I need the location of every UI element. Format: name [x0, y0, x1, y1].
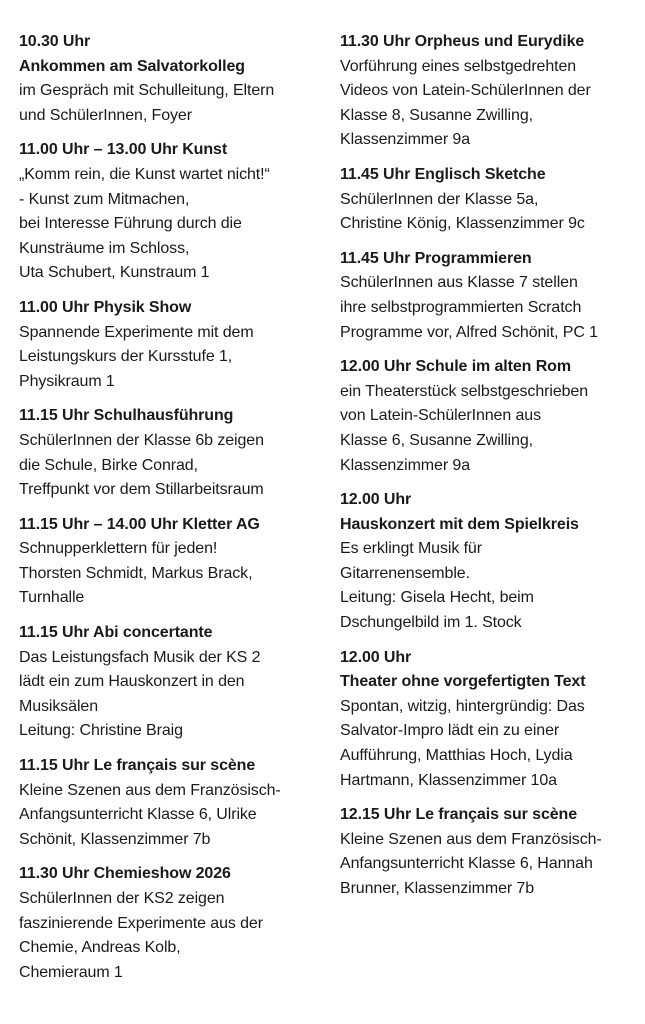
program-entry — [19, 862, 324, 985]
entry-description-line: lädt ein zum Hauskonzert in den — [19, 673, 245, 691]
entry-description-line: Videos von Latein-SchülerInnen der — [340, 82, 591, 100]
entry-description-line: Anfangsunterricht Klasse 6, Hannah — [340, 855, 593, 873]
program-entry — [19, 513, 324, 611]
entry-description-line: Thorsten Schmidt, Markus Brack, — [19, 564, 253, 582]
entry-description-line: Das Leistungsfach Musik der KS 2 — [19, 648, 261, 666]
entry-description-line: SchülerInnen aus Klasse 7 stellen — [340, 274, 578, 292]
entry-description-line: Klasse 6, Susanne Zwilling, — [340, 431, 533, 449]
entry-description-line: Spontan, witzig, hintergründig: Das — [340, 697, 585, 715]
program-entry — [19, 754, 324, 852]
entry-description-line: - Kunst zum Mitmachen, — [19, 190, 190, 208]
entry-description-line: Chemieraum 1 — [19, 963, 123, 981]
entry-description-line: Aufführung, Matthias Hoch, Lydia — [340, 747, 573, 765]
entry-description-line: im Gespräch mit Schulleitung, Eltern — [19, 82, 275, 100]
entry-description-line: ein Theaterstück selbstgeschrieben — [340, 382, 589, 400]
entry-description-line: bei Interesse Führung durch die — [19, 215, 242, 233]
entry-title: 12.00 Uhr Schule im alten Rom — [340, 358, 571, 376]
program-entry — [340, 163, 635, 237]
entry-description-line: Uta Schubert, Kunstraum 1 — [19, 264, 210, 282]
program-column-right — [340, 30, 635, 912]
entry-description-line: Kunsträume im Schloss, — [19, 239, 190, 257]
entry-description-line: Schnupperklettern für jeden! — [19, 540, 218, 558]
entry-title: 11.45 Uhr Programmieren — [340, 249, 532, 267]
entry-description-line: Vorführung eines selbstgedrehten — [340, 57, 577, 75]
entry-description-line: Klasse 8, Susanne Zwilling, — [340, 106, 533, 124]
entry-description-line: Spannende Experimente mit dem — [19, 323, 254, 341]
entry-description-line: Gitarrenensemble. — [340, 564, 470, 582]
entry-description-line: Treffpunkt vor dem Stillarbeitsraum — [19, 481, 264, 499]
entry-description-line: Anfangsunterricht Klasse 6, Ulrike — [19, 806, 257, 824]
entry-description-line: Leitung: Gisela Hecht, beim — [340, 589, 534, 607]
program-entry — [340, 355, 635, 478]
program-entry — [19, 621, 324, 744]
program-entry — [19, 138, 324, 286]
entry-title: Hauskonzert mit dem Spielkreis — [340, 515, 579, 533]
entry-description-line: Brunner, Klassenzimmer 7b — [340, 880, 535, 897]
program-entry — [340, 30, 635, 153]
entry-description-line: von Latein-SchülerInnen aus — [340, 407, 541, 425]
entry-title: 12.00 Uhr — [340, 491, 412, 509]
entry-title: 11.15 Uhr – 14.00 Uhr Kletter AG — [19, 515, 260, 533]
entry-title: 11.30 Uhr Orpheus und Eurydike — [340, 33, 585, 50]
entry-description-line: Es erklingt Musik für — [340, 540, 482, 558]
entry-description-line: Turnhalle — [19, 589, 85, 607]
entry-description-line: Hartmann, Klassenzimmer 10a — [340, 771, 557, 789]
entry-description-line: Musiksälen — [19, 697, 99, 715]
entry-description-line: faszinierende Experimente aus der — [19, 914, 263, 932]
program-column-left — [19, 30, 324, 995]
entry-title: 11.15 Uhr Abi concertante — [19, 624, 213, 642]
entry-description-line: Dschungelbild im 1. Stock — [340, 614, 522, 632]
entry-title: 10.30 Uhr — [19, 33, 91, 50]
entry-description-line: Leistungskurs der Kursstufe 1, — [19, 348, 233, 366]
entry-description-line: Christine König, Klassenzimmer 9c — [340, 215, 585, 233]
entry-description-line: SchülerInnen der Klasse 5a, — [340, 190, 539, 208]
entry-description-line: „Komm rein, die Kunst wartet nicht!“ — [19, 165, 270, 183]
entry-title: Ankommen am Salvatorkolleg — [19, 57, 245, 75]
entry-description-line: Programme vor, Alfred Schönit, PC 1 — [340, 323, 598, 341]
entry-title: 11.30 Uhr Chemieshow 2026 — [19, 865, 231, 883]
entry-description-line: Klassenzimmer 9a — [340, 131, 471, 149]
entry-title: 11.00 Uhr Physik Show — [19, 298, 192, 316]
program-entry — [19, 296, 324, 394]
entry-description-line: und SchülerInnen, Foyer — [19, 106, 192, 124]
entry-description-line: die Schule, Birke Conrad, — [19, 456, 198, 474]
entry-title: 12.00 Uhr — [340, 648, 412, 666]
program-entry — [19, 404, 324, 502]
entry-description-line: Salvator-Impro lädt ein zu einer — [340, 722, 560, 740]
program-entry — [340, 646, 635, 794]
entry-description-line: Chemie, Andreas Kolb, — [19, 939, 181, 957]
entry-title: 11.15 Uhr Le français sur scène — [19, 757, 256, 775]
entry-description-line: Leitung: Christine Braig — [19, 722, 183, 740]
entry-description-line: ihre selbstprogrammierten Scratch — [340, 298, 582, 316]
entry-description-line: SchülerInnen der Klasse 6b zeigen — [19, 431, 264, 449]
entry-description-line: Kleine Szenen aus dem Französisch- — [19, 781, 281, 799]
entry-description-line: Klassenzimmer 9a — [340, 456, 471, 474]
program-entry — [340, 488, 635, 636]
entry-title: 11.45 Uhr Englisch Sketche — [340, 165, 546, 183]
entry-description-line: Physikraum 1 — [19, 372, 115, 390]
program-entry — [19, 30, 324, 128]
entry-description-line: Kleine Szenen aus dem Französisch- — [340, 830, 602, 848]
program-entry — [340, 247, 635, 345]
entry-title: 11.00 Uhr – 13.00 Uhr Kunst — [19, 141, 228, 159]
entry-title: 12.15 Uhr Le français sur scène — [340, 806, 578, 824]
entry-title: 11.15 Uhr Schulhausführung — [19, 407, 234, 425]
program-entry — [340, 803, 635, 901]
entry-description-line: SchülerInnen der KS2 zeigen — [19, 890, 225, 907]
entry-description-line: Schönit, Klassenzimmer 7b — [19, 830, 211, 848]
entry-title: Theater ohne vorgefertigten Text — [340, 673, 586, 691]
